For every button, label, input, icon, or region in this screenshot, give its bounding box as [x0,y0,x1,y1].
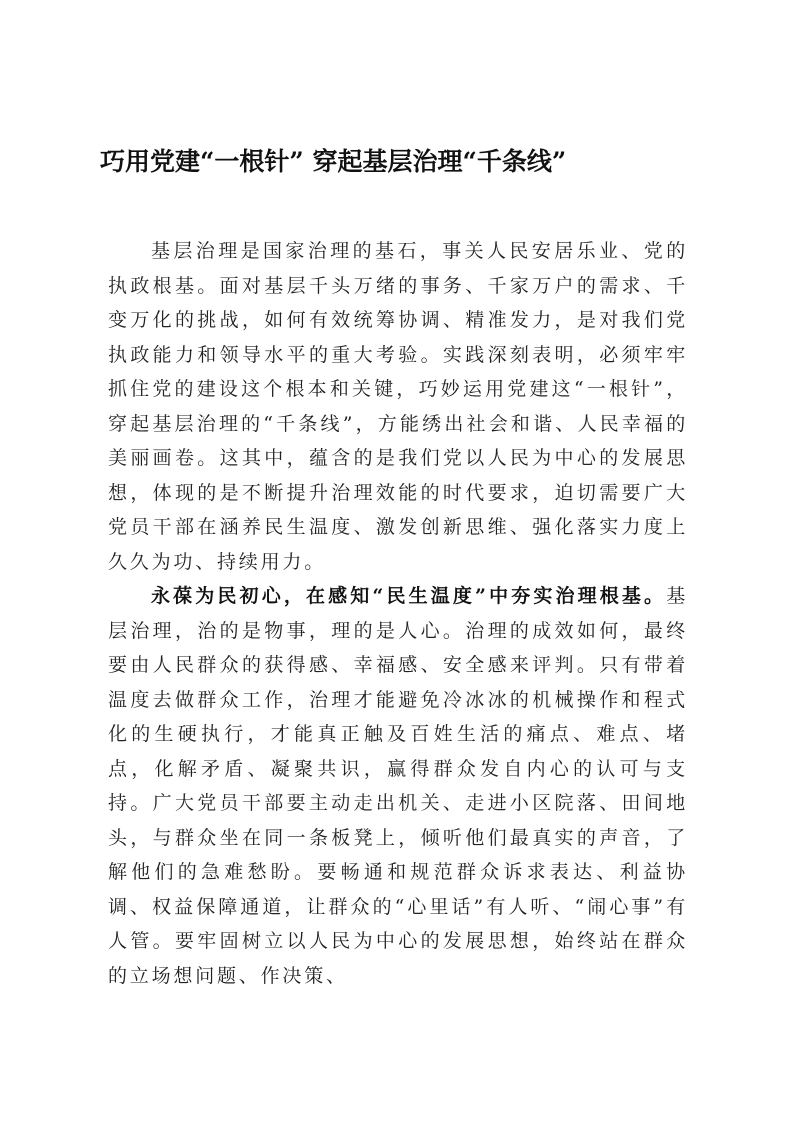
document-title: 巧用党建“一根针” 穿起基层治理“千条线” [100,147,567,176]
paragraph-2-text: 基层治理，治的是物事，理的是人心。治理的成效如何，最终要由人民群众的获得感、幸福感、安全感来评判。只有带着温度去做群众工作，治理才能避免冷冰冰的机械操作和程式化的生硬执行，才能真正触及百姓生活的痛点、难点、堵点，化解矛盾、凝聚共识，赢得群众发自内心的认可与支持。广大党员干部要主动走出机关、走进小区院落、田间地头，与群众坐在同一条板凳上，倾听他们最真实的声音，了解他们的急难愁盼。要畅通和规范群众诉求表达、利益协调、权益保障通道，让群众的“心里话”有人听、“闹心事”有人管。要牢固树立以人民为中心的发展思想，始终站在群众的立场想问题、作决策、 [108,585,688,987]
paragraph-2-lead: 永葆为民初心，在感知“民生温度”中夯实治理根基。 [151,585,667,607]
document-body [108,234,688,993]
paragraph-2 [108,579,688,993]
paragraph-1 [108,234,688,579]
paragraph-1-text: 基层治理是国家治理的基石，事关人民安居乐业、党的执政根基。面对基层千头万绪的事务、千家万户的需求、千变万化的挑战，如何有效统筹协调、精准发力，是对我们党执政能力和领导水平的重大考验。实践深刻表明，必须牢牢抓住党的建设这个根本和关键，巧妙运用党建这“一根针”，穿起基层治理的“千条线”，方能绣出社会和谐、人民幸福的美丽画卷。这其中，蕴含的是我们党以人民为中心的发展思想，体现的是不断提升治理效能的时代要求，迫切需要广大党员干部在涵养民生温度、激发创新思维、强化落实力度上久久为功、持续用力。 [108,240,688,573]
